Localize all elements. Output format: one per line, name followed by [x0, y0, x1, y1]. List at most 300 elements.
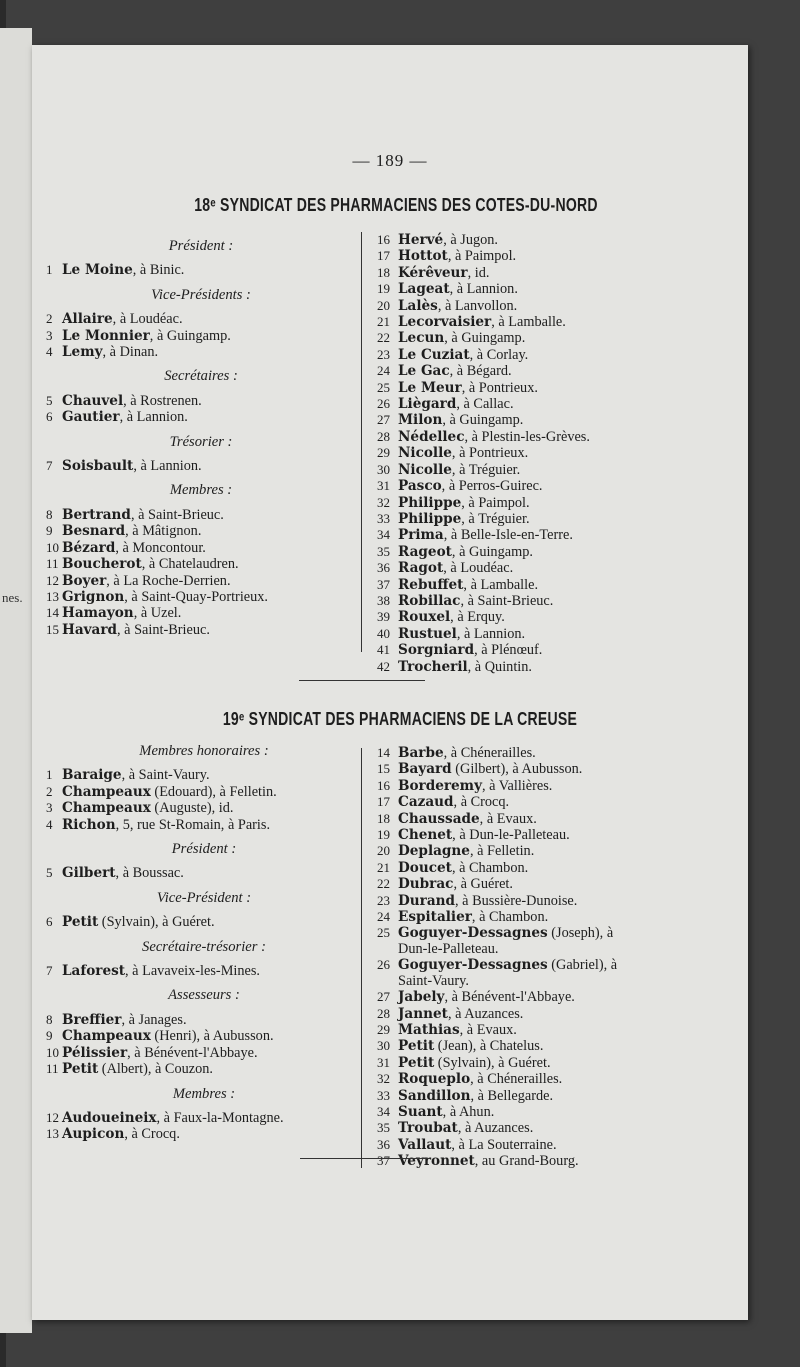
- member-name: Liègard: [398, 396, 457, 413]
- member-name: Rageot: [398, 543, 452, 560]
- member-location: , à Guingamp.: [442, 412, 524, 429]
- member-entry: [364, 989, 744, 1005]
- member-entry: [364, 925, 744, 941]
- entry-number: 30: [377, 1038, 390, 1054]
- member-location: , 5, rue St-Romain, à Paris.: [115, 816, 271, 833]
- member-entry: [46, 311, 356, 327]
- member-name: Boucherot: [62, 556, 142, 573]
- member-entry: [46, 1045, 362, 1061]
- member-name: Allaire: [62, 311, 113, 328]
- member-location: , à Chatelaudren.: [141, 556, 239, 573]
- entry-number: 35: [377, 1120, 390, 1136]
- member-name: Boyer: [62, 572, 107, 589]
- entry-number: 29: [377, 445, 390, 461]
- member-entry: [364, 445, 744, 461]
- member-entry: [46, 328, 356, 344]
- member-name: Gilbert: [62, 865, 116, 882]
- member-name: Goguyer-Dessagnes: [398, 957, 548, 974]
- member-name: Borderemy: [398, 777, 482, 794]
- member-location: , à Saint-Brieuc.: [117, 621, 210, 638]
- member-entry: [46, 573, 356, 589]
- member-name: Philippe: [398, 510, 462, 527]
- member-entry: [364, 1104, 744, 1120]
- member-entry: [364, 1071, 744, 1087]
- member-entry: [364, 478, 744, 494]
- entry-number: 37: [377, 576, 390, 592]
- member-location: (Henri), à Aubusson.: [150, 1028, 274, 1045]
- member-location: (Edouard), à Felletin.: [150, 783, 277, 800]
- member-location: , à Uzel.: [133, 605, 182, 622]
- entry-number: 25: [377, 925, 390, 941]
- member-location: , à Lavaveix-les-Mines.: [125, 963, 261, 980]
- entry-number: 42: [377, 658, 390, 674]
- member-location: , à Loudéac.: [443, 560, 514, 577]
- member-entry: [46, 1012, 362, 1028]
- member-location: , à Felletin.: [469, 843, 535, 860]
- member-name: Espitalier: [398, 909, 472, 926]
- member-name: Sorgniard: [398, 642, 475, 659]
- member-entry: [364, 412, 744, 428]
- member-location: , à Auzances.: [457, 1120, 534, 1137]
- member-entry: [364, 380, 744, 396]
- role-heading: Trésorier :: [169, 433, 233, 450]
- entry-number: 20: [377, 297, 390, 313]
- entry-number: 26: [377, 957, 390, 973]
- member-name: Chenet: [398, 827, 453, 844]
- member-entry: [364, 363, 744, 379]
- member-name: Hottot: [398, 248, 448, 265]
- member-entry: [46, 523, 356, 539]
- entry-number: 3: [46, 800, 53, 816]
- member-entry: [364, 593, 744, 609]
- member-name: Audoueineix: [62, 1109, 157, 1126]
- member-entry: [46, 914, 362, 930]
- member-name: Kérêveur: [398, 264, 468, 281]
- member-location: , à Chambon.: [451, 859, 529, 876]
- member-entry: [46, 409, 356, 425]
- member-name: Mathias: [398, 1021, 460, 1038]
- member-entry: [364, 745, 744, 761]
- entry-number: 6: [46, 914, 53, 930]
- page-number: — 189 —: [352, 151, 428, 170]
- member-name: Goguyer-Dessagnes: [398, 925, 548, 942]
- entry-number: 33: [377, 1087, 390, 1103]
- member-location: , à Perros-Guirec.: [441, 478, 543, 495]
- member-entry: [364, 396, 744, 412]
- entry-number: 14: [377, 745, 390, 760]
- member-location: , à La Souterraine.: [451, 1136, 557, 1153]
- member-name: Pélissier: [62, 1044, 128, 1061]
- member-location: , à Crocq.: [124, 1126, 180, 1143]
- role-heading: Secrétaires :: [164, 368, 238, 385]
- entry-number: 2: [46, 783, 53, 799]
- member-name: Jannet: [398, 1005, 448, 1022]
- section-18-column-divider: [361, 232, 362, 652]
- member-entry: [46, 1028, 362, 1044]
- member-entry: [364, 811, 744, 827]
- member-name: Troubat: [398, 1120, 458, 1137]
- member-entry: [364, 761, 744, 777]
- member-entry: [364, 609, 744, 625]
- entry-number: 10: [46, 539, 59, 555]
- entry-number: 27: [377, 989, 390, 1005]
- member-name: Deplagne: [398, 843, 470, 860]
- entry-number: 17: [377, 794, 390, 810]
- member-location: , à Lannion.: [119, 409, 188, 426]
- member-entry: [364, 560, 744, 576]
- section-separator: [299, 680, 425, 681]
- member-name: Le Gac: [398, 363, 450, 380]
- member-location: , à Rostrenen.: [123, 392, 202, 409]
- member-entry: [46, 784, 362, 800]
- member-entry: [364, 1006, 744, 1022]
- entry-number: 38: [377, 592, 390, 608]
- member-entry: [364, 544, 744, 560]
- member-entry: [364, 527, 744, 543]
- member-name: Lalès: [398, 297, 438, 314]
- member-name: Le Cuziat: [398, 346, 470, 363]
- member-location: , à Corlay.: [469, 346, 529, 363]
- member-location: (Sylvain), à Guéret.: [98, 914, 215, 931]
- member-name: Breffier: [62, 1011, 122, 1028]
- entry-number: 19: [377, 281, 390, 297]
- member-entry: [364, 232, 744, 248]
- member-entry: [46, 589, 356, 605]
- role-heading: Assesseurs :: [168, 987, 240, 1004]
- member-name: Dubrac: [398, 876, 454, 893]
- member-entry: [46, 800, 362, 816]
- section-19-column-divider: [361, 748, 362, 1168]
- member-name: Milon: [398, 412, 443, 429]
- member-location: , à Tréguier.: [461, 510, 530, 527]
- entry-number: 23: [377, 346, 390, 362]
- member-entry: [46, 1110, 362, 1126]
- entry-number: 16: [377, 232, 390, 247]
- member-location: , à Lamballe.: [491, 314, 566, 331]
- entry-number: 36: [377, 1136, 390, 1152]
- member-location: (Gilbert), à Aubusson.: [451, 761, 583, 778]
- entry-number: 17: [377, 248, 390, 264]
- member-location: , à Chénerailles.: [443, 745, 536, 761]
- facing-page-fragment: nes.: [2, 590, 23, 605]
- member-entry: [364, 778, 744, 794]
- member-name: Le Moine: [62, 262, 133, 279]
- member-entry: [46, 1061, 362, 1077]
- member-location: , à Janages.: [121, 1011, 187, 1028]
- entry-number: 8: [46, 1011, 53, 1027]
- member-name: Nicolle: [398, 461, 452, 478]
- entry-number: 24: [377, 363, 390, 379]
- entry-number: 5: [46, 865, 53, 881]
- member-location: , à Guingamp.: [149, 327, 231, 344]
- member-entry: [364, 1153, 744, 1169]
- member-name: Robillac: [398, 592, 461, 609]
- member-location: , id.: [467, 264, 490, 281]
- member-entry: [364, 281, 744, 297]
- member-location: , à Lamballe.: [463, 576, 539, 593]
- member-entry: [46, 1126, 362, 1142]
- member-location: , à Bellegarde.: [470, 1087, 554, 1104]
- member-entry: [364, 314, 744, 330]
- member-name: Trocheril: [398, 658, 468, 675]
- entry-number: 24: [377, 909, 390, 925]
- member-entry: [364, 893, 744, 909]
- member-location: , à Dinan.: [102, 344, 159, 361]
- member-name: Veyronnet: [398, 1153, 475, 1170]
- entry-number: 29: [377, 1021, 390, 1037]
- member-location: , à Dun-le-Palleteau.: [452, 827, 570, 844]
- entry-number: 4: [46, 816, 53, 832]
- member-entry: [364, 265, 744, 281]
- member-entry: [364, 827, 744, 843]
- member-name: Barbe: [398, 745, 444, 761]
- member-name: Suant: [398, 1103, 443, 1120]
- section-19-heading: 19ᵉ SYNDICAT DES PHARMACIENS DE LA CREUSE: [222, 709, 578, 729]
- entry-number: 23: [377, 892, 390, 908]
- member-location: , à Lannion.: [449, 281, 518, 298]
- member-location: , à Auzances.: [447, 1005, 524, 1022]
- member-location: , à Paimpol.: [447, 248, 517, 265]
- entry-number: 37: [377, 1153, 390, 1169]
- member-location: , à Lanvollon.: [437, 297, 518, 314]
- member-name: Baraige: [62, 767, 122, 784]
- role-heading: Membres :: [169, 482, 233, 499]
- member-location: , à Bénévent-l'Abbaye.: [127, 1044, 258, 1061]
- member-entry: [364, 248, 744, 264]
- section-19-right-column: [364, 745, 744, 1170]
- entry-number: 35: [377, 543, 390, 559]
- member-location: , à Boussac.: [115, 865, 184, 882]
- facing-page-edge: [0, 28, 32, 1333]
- member-location: (Sylvain), à Guéret.: [434, 1054, 551, 1071]
- member-name: Rebuffet: [398, 576, 464, 593]
- member-location: , à La Roche-Derrien.: [106, 572, 231, 589]
- entry-number: 26: [377, 396, 390, 412]
- member-location: , à Pontrieux.: [461, 379, 538, 396]
- member-name: Rustuel: [398, 625, 457, 642]
- section-18-left-column: [46, 230, 356, 638]
- member-location: , à Guéret.: [453, 876, 513, 893]
- entry-number: 16: [377, 777, 390, 793]
- entry-number: 1: [46, 262, 53, 278]
- member-location: , à Plestin-les-Grèves.: [464, 428, 590, 445]
- member-location: , à Guingamp.: [451, 543, 533, 560]
- member-location: , à Callac.: [456, 396, 514, 413]
- member-entry: [364, 1088, 744, 1104]
- entry-number: 28: [377, 1005, 390, 1021]
- member-entry: [364, 1038, 744, 1054]
- entry-number: 2: [46, 311, 53, 327]
- member-name: Chauvel: [62, 392, 124, 409]
- member-entry: [46, 817, 362, 833]
- member-name: Aupicon: [62, 1126, 125, 1143]
- entry-number: 8: [46, 506, 53, 522]
- member-entry: [46, 393, 356, 409]
- member-name: Laforest: [62, 963, 126, 980]
- entry-number: 31: [377, 478, 390, 494]
- member-location: , à Faux-la-Montagne.: [156, 1109, 284, 1126]
- entry-number: 25: [377, 379, 390, 395]
- member-entry: [46, 262, 356, 278]
- member-location: , à Jugon.: [443, 232, 499, 248]
- role-heading: Vice-Présidents :: [151, 286, 251, 303]
- member-location: (Auguste), id.: [150, 800, 234, 817]
- entry-number: 9: [46, 1028, 53, 1044]
- entry-number: 32: [377, 494, 390, 510]
- member-name: Jabely: [398, 989, 445, 1006]
- entry-number: 39: [377, 609, 390, 625]
- member-name: Hervé: [398, 232, 444, 248]
- member-location: , à Mâtignon.: [125, 523, 202, 540]
- entry-number: 9: [46, 523, 53, 539]
- member-entry: [46, 767, 362, 783]
- member-location: (Albert), à Couzon.: [98, 1061, 213, 1078]
- member-location: , à Crocq.: [453, 794, 510, 811]
- member-location: , à Vallières.: [481, 777, 553, 794]
- entry-number: 7: [46, 458, 53, 474]
- entry-number: 4: [46, 344, 53, 360]
- member-location: (Jean), à Chatelus.: [434, 1038, 544, 1055]
- member-entry: [364, 577, 744, 593]
- member-name: Sandillon: [398, 1087, 471, 1104]
- entry-number: 32: [377, 1071, 390, 1087]
- entry-number: 19: [377, 827, 390, 843]
- member-name: Ragot: [398, 560, 444, 577]
- role-heading: Secrétaire-trésorier :: [142, 938, 266, 955]
- entry-number: 41: [377, 642, 390, 658]
- member-entry: [364, 1120, 744, 1136]
- member-entry: [364, 511, 744, 527]
- entry-number: 18: [377, 810, 390, 826]
- member-name: Petit: [62, 1061, 99, 1078]
- member-location-continuation: Saint-Vaury.: [398, 972, 469, 989]
- member-entry: [364, 876, 744, 892]
- member-location: , à Quintin.: [467, 658, 532, 675]
- member-entry: [364, 429, 744, 445]
- member-name: Durand: [398, 892, 456, 909]
- member-entry: [364, 843, 744, 859]
- member-location: , à Erquy.: [450, 609, 505, 626]
- member-location: , à Lannion.: [456, 625, 526, 642]
- entry-number: 40: [377, 625, 390, 641]
- member-location: , à Saint-Vaury.: [121, 767, 210, 784]
- member-name: Petit: [398, 1038, 435, 1055]
- member-entry: [364, 1137, 744, 1153]
- member-name: Prima: [398, 527, 444, 544]
- member-name: Doucet: [398, 859, 452, 876]
- member-entry: [364, 1022, 744, 1038]
- member-location: , à Evaux.: [459, 1021, 517, 1038]
- entry-number: 31: [377, 1054, 390, 1070]
- role-heading: Président :: [171, 841, 237, 858]
- member-name: Le Meur: [398, 379, 462, 396]
- entry-number: 10: [46, 1044, 59, 1060]
- entry-number: 21: [377, 859, 390, 875]
- member-location-continuation: Dun-le-Palleteau.: [398, 940, 499, 957]
- member-name: Petit: [62, 914, 99, 931]
- entry-number: 28: [377, 428, 390, 444]
- role-heading: Président :: [168, 238, 234, 254]
- member-location: , à Pontrieux.: [451, 445, 529, 462]
- role-heading: Membres :: [172, 1085, 236, 1102]
- entry-number: 21: [377, 314, 390, 330]
- member-location: , à Plénœuf.: [474, 642, 543, 659]
- member-entry: [46, 344, 356, 360]
- member-entry: [364, 860, 744, 876]
- entry-number: 13: [46, 1126, 59, 1142]
- entry-number: 1: [46, 767, 53, 783]
- member-location: , à Chambon.: [471, 909, 549, 926]
- member-entry: [46, 605, 356, 621]
- member-entry: [364, 495, 744, 511]
- entry-number: 34: [377, 527, 390, 543]
- role-heading: Membres honoraires :: [139, 743, 269, 759]
- section-18-right-column: [364, 232, 744, 675]
- member-location: , à Binic.: [132, 262, 185, 279]
- member-name: Bézard: [62, 539, 116, 556]
- member-entry: [46, 963, 362, 979]
- member-location: , à Bénévent-l'Abbaye.: [444, 989, 575, 1006]
- entry-number: 11: [46, 1061, 59, 1077]
- entry-number: 12: [46, 572, 59, 588]
- member-entry: [364, 330, 744, 346]
- member-name: Richon: [62, 816, 116, 833]
- member-entry: [46, 507, 356, 523]
- entry-number: 22: [377, 330, 390, 346]
- member-name: Cazaud: [398, 794, 454, 811]
- entry-number: 33: [377, 510, 390, 526]
- member-name: Vallaut: [398, 1136, 452, 1153]
- member-name: Philippe: [398, 494, 462, 511]
- member-name: Petit: [398, 1054, 435, 1071]
- member-entry: [46, 622, 356, 638]
- member-name: Havard: [62, 621, 118, 638]
- page-end-rule: [300, 1158, 430, 1159]
- entry-number: 15: [377, 761, 390, 777]
- member-location: , à Bussière-Dunoise.: [455, 892, 578, 909]
- entry-number: 7: [46, 963, 53, 979]
- member-name: Lageat: [398, 281, 450, 298]
- member-location: , à Bégard.: [449, 363, 512, 380]
- member-name: Besnard: [62, 523, 126, 540]
- entry-number: 30: [377, 461, 390, 477]
- member-name: Lecorvaisier: [398, 314, 492, 331]
- entry-number: 14: [46, 605, 59, 621]
- entry-number: 36: [377, 560, 390, 576]
- member-location: , à Lannion.: [133, 458, 202, 475]
- section-19-left-column: [46, 735, 362, 1143]
- member-name: Rouxel: [398, 609, 451, 626]
- member-location: , à Guingamp.: [444, 330, 526, 347]
- entry-number: 13: [46, 588, 59, 604]
- member-location: , à Loudéac.: [112, 311, 183, 328]
- member-entry: [46, 556, 356, 572]
- entry-number: 22: [377, 876, 390, 892]
- member-location: , à Belle-Isle-en-Terre.: [443, 527, 573, 544]
- member-name: Hamayon: [62, 605, 134, 622]
- member-entry: [364, 347, 744, 363]
- member-entry: [46, 540, 356, 556]
- member-name: Grignon: [62, 588, 125, 605]
- section-18-heading: 18ᵉ SYNDICAT DES PHARMACIENS DES COTES-DU-NORD: [194, 195, 598, 215]
- member-location: , à Evaux.: [479, 810, 537, 827]
- member-location: , à Moncontour.: [115, 539, 206, 556]
- member-name: Champeaux: [62, 800, 151, 817]
- member-location: , à Tréguier.: [451, 461, 521, 478]
- entry-number: 6: [46, 409, 53, 425]
- member-location: (Joseph), à: [547, 925, 614, 942]
- member-location: , à Saint-Brieuc.: [130, 506, 224, 523]
